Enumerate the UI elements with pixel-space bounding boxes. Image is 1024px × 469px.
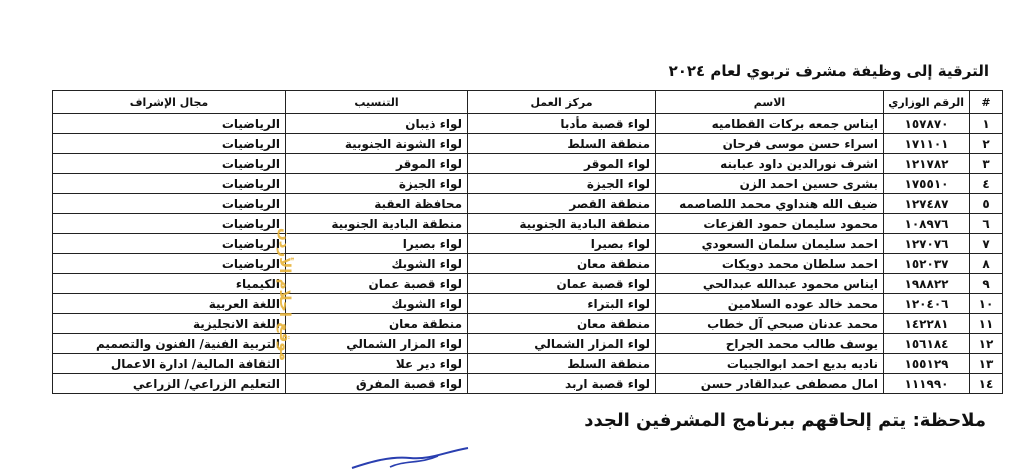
- table-header: [53, 91, 1003, 114]
- cell-name: ايناس جمعه بركات القطاميه: [656, 114, 884, 134]
- cell-index: ١٤: [970, 374, 1003, 394]
- cell-ministry-number: ١٢٧٠٧٦: [884, 234, 970, 254]
- cell-ministry-number: ١٥٥١٢٩: [884, 354, 970, 374]
- table-row: [53, 314, 1003, 334]
- table-row: [53, 354, 1003, 374]
- header-supervision-field: مجال الإشراف: [53, 91, 286, 114]
- header-name: الاسم: [656, 91, 884, 114]
- cell-index: ١١: [970, 314, 1003, 334]
- cell-index: ٣: [970, 154, 1003, 174]
- cell-name: امال مصطفى عبدالقادر حسن: [656, 374, 884, 394]
- cell-ministry-number: ١٧٥٥١٠: [884, 174, 970, 194]
- cell-supervision-field: التعليم الزراعي/ الزراعي: [53, 374, 286, 394]
- cell-work-center: لواء البتراء: [468, 294, 656, 314]
- header-ministry-number: الرقم الوزاري: [884, 91, 970, 114]
- cell-name: اسراء حسن موسى فرحان: [656, 134, 884, 154]
- cell-name: احمد سليمان سلمان السعودي: [656, 234, 884, 254]
- cell-name: محمد عدنان صبحي آل خطاب: [656, 314, 884, 334]
- cell-supervision-field: الرياضيات: [53, 234, 286, 254]
- cell-index: ٢: [970, 134, 1003, 154]
- cell-assignment: لواء بصيرا: [286, 234, 468, 254]
- cell-supervision-field: الكيمياء: [53, 274, 286, 294]
- cell-assignment: لواء الشوبك: [286, 254, 468, 274]
- header-assignment: التنسيب: [286, 91, 468, 114]
- cell-name: اشرف نورالدين داود عبابنه: [656, 154, 884, 174]
- cell-assignment: لواء الشوبك: [286, 294, 468, 314]
- cell-name: محمد خالد عوده السلامين: [656, 294, 884, 314]
- cell-name: ايناس محمود عبدالله عبدالحي: [656, 274, 884, 294]
- cell-assignment: منطقة معان: [286, 314, 468, 334]
- cell-name: ضيف الله هنداوي محمد اللصاصمه: [656, 194, 884, 214]
- cell-supervision-field: الرياضيات: [53, 214, 286, 234]
- cell-index: ٨: [970, 254, 1003, 274]
- cell-ministry-number: ١٢٧٤٨٧: [884, 194, 970, 214]
- cell-work-center: لواء المزار الشمالي: [468, 334, 656, 354]
- cell-supervision-field: التربية الفنية/ الفنون والتصميم: [53, 334, 286, 354]
- cell-assignment: لواء دير علا: [286, 354, 468, 374]
- cell-assignment: لواء المزار الشمالي: [286, 334, 468, 354]
- promotion-table: [52, 90, 1003, 394]
- cell-index: ٤: [970, 174, 1003, 194]
- cell-work-center: لواء قصبة عمان: [468, 274, 656, 294]
- cell-assignment: لواء قصبة المفرق: [286, 374, 468, 394]
- cell-assignment: لواء الموقر: [286, 154, 468, 174]
- cell-index: ١: [970, 114, 1003, 134]
- cell-work-center: منطقة السلط: [468, 354, 656, 374]
- table-header-row: [53, 91, 1003, 114]
- cell-index: ٥: [970, 194, 1003, 214]
- cell-index: ١٠: [970, 294, 1003, 314]
- table-row: [53, 374, 1003, 394]
- cell-work-center: لواء قصبة اربد: [468, 374, 656, 394]
- header-work-center: مركز العمل: [468, 91, 656, 114]
- table-row: [53, 214, 1003, 234]
- table-row: [53, 134, 1003, 154]
- table-row: [53, 194, 1003, 214]
- cell-assignment: لواء الشونة الجنوبية: [286, 134, 468, 154]
- cell-name: يوسف طالب محمد الجراح: [656, 334, 884, 354]
- table-body: [53, 114, 1003, 394]
- cell-ministry-number: ١٧١١٠١: [884, 134, 970, 154]
- cell-assignment: لواء ذيبان: [286, 114, 468, 134]
- table-row: [53, 334, 1003, 354]
- cell-ministry-number: ١٩٨٨٢٢: [884, 274, 970, 294]
- table-row: [53, 274, 1003, 294]
- cell-work-center: منطقة معان: [468, 254, 656, 274]
- table-row: [53, 154, 1003, 174]
- cell-ministry-number: ١٢٠٤٠٦: [884, 294, 970, 314]
- cell-assignment: لواء الجيزة: [286, 174, 468, 194]
- cell-ministry-number: ١٢١٧٨٢: [884, 154, 970, 174]
- cell-supervision-field: الرياضيات: [53, 194, 286, 214]
- cell-name: احمد سلطان محمد دويكات: [656, 254, 884, 274]
- cell-supervision-field: الرياضيات: [53, 254, 286, 274]
- cell-name: بشرى حسين احمد الزن: [656, 174, 884, 194]
- cell-index: ٩: [970, 274, 1003, 294]
- header-index: #: [970, 91, 1003, 114]
- cell-index: ١٣: [970, 354, 1003, 374]
- cell-supervision-field: اللغة العربية: [53, 294, 286, 314]
- note-text: ملاحظة: يتم إلحاقهم ببرنامج المشرفين الجدد: [584, 410, 986, 431]
- signature-scribble: [350, 444, 470, 469]
- cell-supervision-field: الرياضيات: [53, 114, 286, 134]
- table-row: [53, 114, 1003, 134]
- cell-index: ١٢: [970, 334, 1003, 354]
- table-row: [53, 234, 1003, 254]
- cell-work-center: لواء بصيرا: [468, 234, 656, 254]
- cell-supervision-field: الرياضيات: [53, 134, 286, 154]
- cell-work-center: منطقة البادية الجنوبية: [468, 214, 656, 234]
- cell-index: ٧: [970, 234, 1003, 254]
- table-row: [53, 294, 1003, 314]
- cell-name: محمود سليمان حمود الفزعات: [656, 214, 884, 234]
- cell-supervision-field: اللغة الانجليزية: [53, 314, 286, 334]
- cell-work-center: لواء الجيزة: [468, 174, 656, 194]
- cell-work-center: لواء قصبة مأدبا: [468, 114, 656, 134]
- cell-supervision-field: الرياضيات: [53, 154, 286, 174]
- cell-ministry-number: ١٥٢٠٣٧: [884, 254, 970, 274]
- cell-ministry-number: ١٤٢٢٨١: [884, 314, 970, 334]
- cell-work-center: لواء الموقر: [468, 154, 656, 174]
- cell-assignment: محافظة العقبة: [286, 194, 468, 214]
- watermark-text: موقع احلام الأردن: [276, 228, 294, 361]
- cell-ministry-number: ١١١٩٩٠: [884, 374, 970, 394]
- cell-work-center: منطقة السلط: [468, 134, 656, 154]
- table-row: [53, 254, 1003, 274]
- cell-ministry-number: ١٥٧٨٧٠: [884, 114, 970, 134]
- cell-supervision-field: الرياضيات: [53, 174, 286, 194]
- cell-work-center: منطقة القصر: [468, 194, 656, 214]
- cell-work-center: منطقة معان: [468, 314, 656, 334]
- table-row: [53, 174, 1003, 194]
- cell-index: ٦: [970, 214, 1003, 234]
- document-title: الترقية إلى وظيفة مشرف تربوي لعام ٢٠٢٤: [668, 62, 989, 80]
- cell-ministry-number: ١٠٨٩٧٦: [884, 214, 970, 234]
- cell-name: ناديه بديع احمد ابوالجبيات: [656, 354, 884, 374]
- cell-supervision-field: الثقافة المالية/ ادارة الاعمال: [53, 354, 286, 374]
- cell-ministry-number: ١٥٦١٨٤: [884, 334, 970, 354]
- cell-assignment: لواء قصبة عمان: [286, 274, 468, 294]
- cell-assignment: منطقة البادية الجنوبية: [286, 214, 468, 234]
